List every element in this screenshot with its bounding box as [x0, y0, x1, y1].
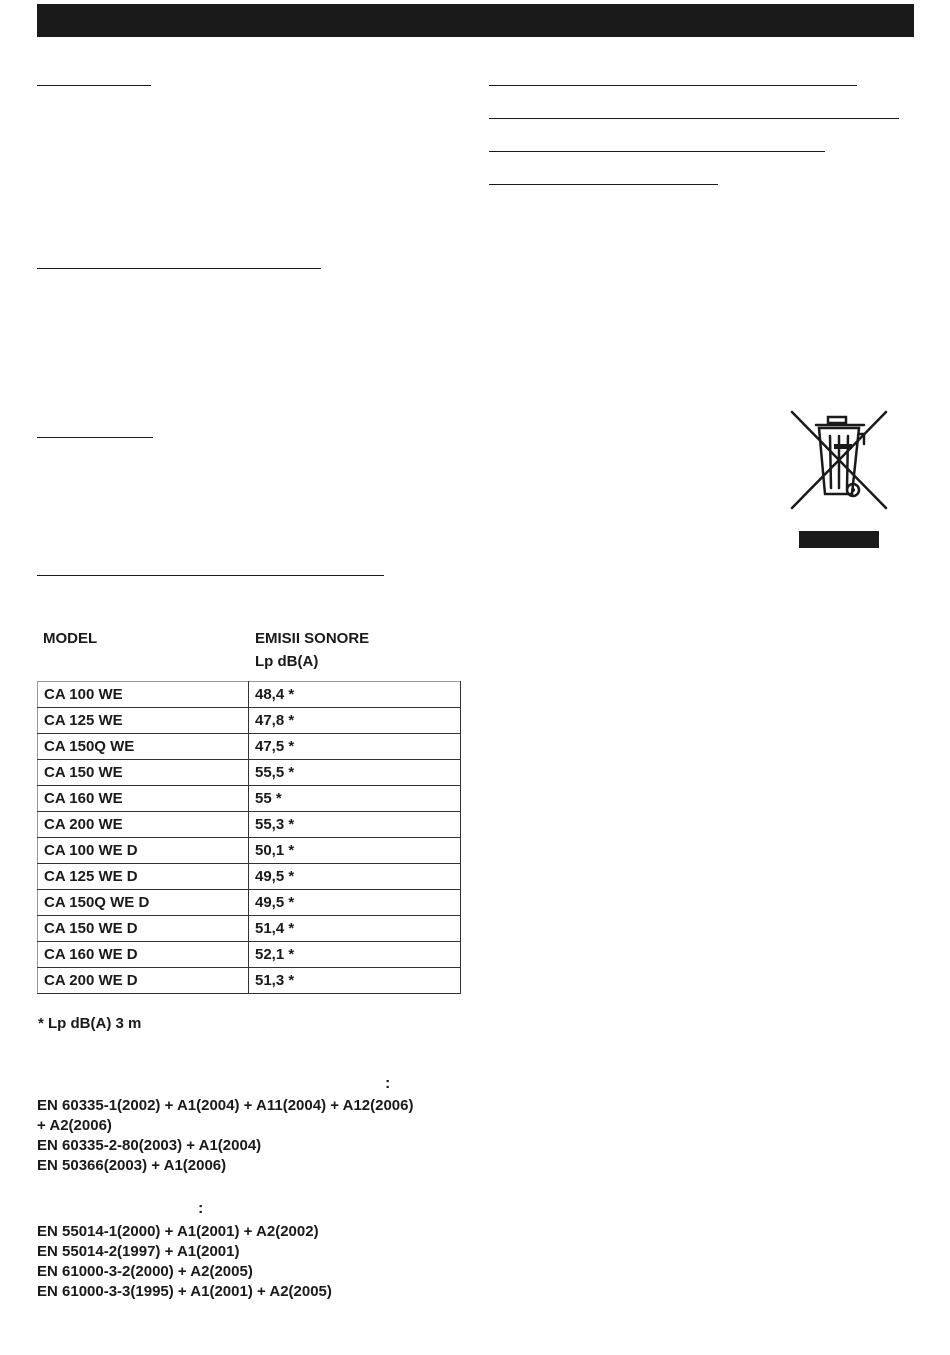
header-bar — [37, 4, 914, 37]
standard-item: EN 60335-2-80(2003) + A1(2004) — [37, 1137, 262, 1154]
standard-item: EN 60335-1(2002) + A1(2004) + A11(2004) + A12(2006) — [37, 1097, 414, 1114]
table-row — [38, 968, 461, 994]
standards-group1-colon: : — [385, 1075, 391, 1092]
model-cell: CA 100 WE D — [38, 838, 249, 864]
standard-item: EN 61000-3-2(2000) + A2(2005) — [37, 1263, 253, 1280]
value-cell: 49,5 * — [249, 890, 461, 916]
sound-emission-table — [37, 681, 461, 994]
table-row — [38, 682, 461, 708]
standard-item: + A2(2006) — [37, 1117, 112, 1134]
table-row — [38, 734, 461, 760]
model-cell: CA 150 WE D — [38, 916, 249, 942]
model-cell: CA 200 WE — [38, 812, 249, 838]
section-rule — [489, 85, 857, 86]
section-rule — [37, 437, 153, 438]
section-rule — [37, 268, 321, 269]
standards-list-safety — [37, 1096, 414, 1176]
standards-list-emc — [37, 1222, 332, 1302]
model-column-header: MODEL — [43, 630, 98, 647]
model-cell: CA 150Q WE D — [38, 890, 249, 916]
model-cell: CA 160 WE — [38, 786, 249, 812]
sound-column-header: EMISII SONORE — [255, 630, 370, 647]
crossed-out-wheelie-bin-icon — [786, 408, 892, 514]
table-row — [38, 786, 461, 812]
section-rule — [489, 151, 825, 152]
value-cell: 51,3 * — [249, 968, 461, 994]
value-cell: 55,3 * — [249, 812, 461, 838]
standard-item: EN 50366(2003) + A1(2006) — [37, 1157, 227, 1174]
value-cell: 47,5 * — [249, 734, 461, 760]
table-footnote: * Lp dB(A) 3 m — [38, 1015, 142, 1032]
model-cell: CA 150Q WE — [38, 734, 249, 760]
model-cell: CA 200 WE D — [38, 968, 249, 994]
model-cell: CA 125 WE — [38, 708, 249, 734]
table-row — [38, 838, 461, 864]
value-cell: 49,5 * — [249, 864, 461, 890]
table-row — [38, 890, 461, 916]
model-cell: CA 160 WE D — [38, 942, 249, 968]
table-row — [38, 916, 461, 942]
value-cell: 55,5 * — [249, 760, 461, 786]
value-cell: 51,4 * — [249, 916, 461, 942]
section-rule — [489, 118, 899, 119]
standard-item: EN 61000-3-3(1995) + A1(2001) + A2(2005) — [37, 1283, 332, 1300]
value-cell: 50,1 * — [249, 838, 461, 864]
value-cell: 48,4 * — [249, 682, 461, 708]
model-cell: CA 150 WE — [38, 760, 249, 786]
section-rule — [37, 85, 151, 86]
standard-item: EN 55014-1(2000) + A1(2001) + A2(2002) — [37, 1223, 319, 1240]
section-rule — [37, 575, 384, 576]
table-row — [38, 942, 461, 968]
model-cell: CA 100 WE — [38, 682, 249, 708]
table-row — [38, 760, 461, 786]
value-cell: 52,1 * — [249, 942, 461, 968]
value-cell: 47,8 * — [249, 708, 461, 734]
weee-marking-bar — [799, 531, 879, 548]
standard-item: EN 55014-2(1997) + A1(2001) — [37, 1243, 240, 1260]
table-row — [38, 864, 461, 890]
model-cell: CA 125 WE D — [38, 864, 249, 890]
table-row — [38, 708, 461, 734]
section-rule — [489, 184, 718, 185]
sound-unit-header: Lp dB(A) — [255, 653, 319, 670]
table-row — [38, 812, 461, 838]
value-cell: 55 * — [249, 786, 461, 812]
standards-group2-colon: : — [198, 1200, 204, 1217]
